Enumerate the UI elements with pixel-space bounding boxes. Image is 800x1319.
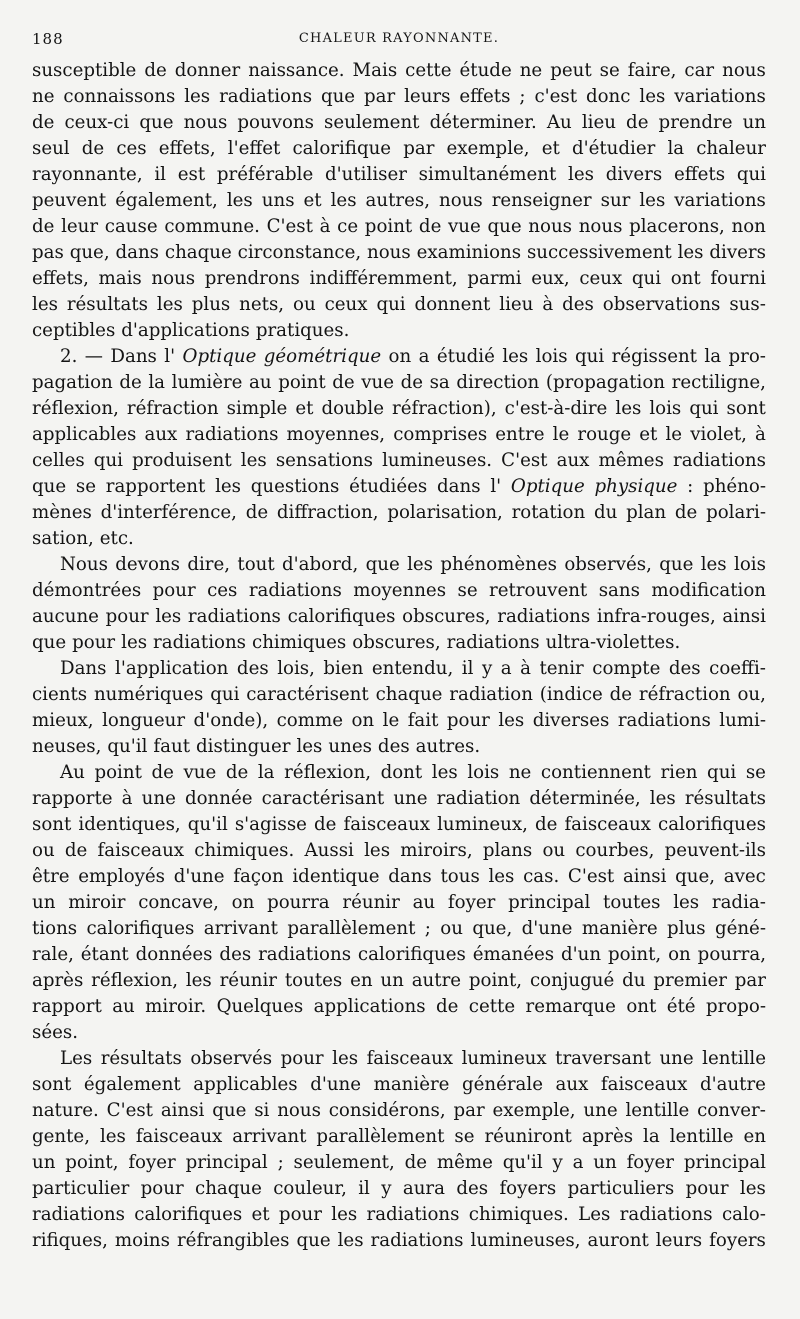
- text-line: Les résultats observés pour les faisceaux lumineux traversant une lentille: [60, 1048, 766, 1069]
- text-line: les résultats les plus nets, ou ceux qui donnent lieu à des observations sus-: [32, 294, 766, 315]
- text-line: 2. — Dans l' Optique géométrique on a étudié les lois qui régissent la pro-: [60, 346, 766, 367]
- text-line: Nous devons dire, tout d'abord, que les phénomènes observés, que les lois: [60, 554, 766, 575]
- text-line: après réflexion, les réunir toutes en un autre point, conjugué du premier par: [32, 970, 766, 991]
- text-line: susceptible de donner naissance. Mais cette étude ne peut se faire, car nous: [32, 60, 766, 81]
- page-number: 188: [32, 30, 64, 48]
- text-line: nature. C'est ainsi que si nous considérons, par exemple, une lentille conver-: [32, 1100, 766, 1121]
- text-line: sées.: [32, 1022, 78, 1043]
- text-line: neuses, qu'il faut distinguer les unes des autres.: [32, 736, 481, 757]
- text-line: sation, etc.: [32, 528, 134, 549]
- text-line: que pour les radiations chimiques obscures, radiations ultra-violettes.: [32, 632, 681, 653]
- text-line: que se rapportent les questions étudiées dans l' Optique physique : phéno-: [32, 476, 766, 497]
- text-line: tions calorifiques arrivant parallèlement ; ou que, d'une manière plus géné-: [32, 918, 766, 939]
- text-line: un point, foyer principal ; seulement, de même qu'il y a un foyer principal: [32, 1152, 766, 1173]
- text-line: réflexion, réfraction simple et double réfraction), c'est-à-dire les lois qui sont: [32, 398, 766, 419]
- text-line: Au point de vue de la réflexion, dont les lois ne contiennent rien qui se: [60, 762, 766, 783]
- text-line: rale, étant données des radiations calorifiques émanées d'un point, on pourra,: [32, 944, 766, 965]
- text-line: rifiques, moins réfrangibles que les radiations lumineuses, auront leurs foyers: [32, 1230, 766, 1251]
- text-line: mieux, longueur d'onde), comme on le fait pour les diverses radiations lumi-: [32, 710, 766, 731]
- text-line: pagation de la lumière au point de vue de sa direction (propagation rectiligne,: [32, 372, 766, 393]
- text-line: particulier pour chaque couleur, il y aura des foyers particuliers pour les: [32, 1178, 766, 1199]
- text-line: pas que, dans chaque circonstance, nous examinions successivement les divers: [32, 242, 766, 263]
- text-line: être employés d'une façon identique dans tous les cas. C'est ainsi que, avec: [32, 866, 766, 887]
- text-line: de ceux-ci que nous pouvons seulement déterminer. Au lieu de prendre un: [32, 112, 766, 133]
- text-line: ou de faisceaux chimiques. Aussi les miroirs, plans ou courbes, peuvent-ils: [32, 840, 766, 861]
- text-line: seul de ces effets, l'effet calorifique par exemple, et d'étudier la chaleur: [32, 138, 766, 159]
- text-line: applicables aux radiations moyennes, comprises entre le rouge et le violet, à: [32, 424, 766, 445]
- running-title: CHALEUR RAYONNANTE.: [298, 31, 500, 46]
- text-line: rapporte à une donnée caractérisant une radiation déterminée, les résultats: [32, 788, 766, 809]
- text-line: cients numériques qui caractérisent chaque radiation (indice de réfraction ou,: [32, 684, 766, 705]
- body-text: [32, 58, 766, 1254]
- text-line: sont également applicables d'une manière générale aux faisceaux d'autre: [32, 1074, 766, 1095]
- running-head: [32, 26, 766, 56]
- text-line: démontrées pour ces radiations moyennes se retrouvent sans modification: [32, 580, 766, 601]
- text-line: Dans l'application des lois, bien entendu, il y a à tenir compte des coeffi-: [60, 658, 766, 679]
- text-line: gente, les faisceaux arrivant parallèlement se réuniront après la lentille en: [32, 1126, 766, 1147]
- text-line: celles qui produisent les sensations lumineuses. C'est aux mêmes radiations: [32, 450, 766, 471]
- text-line: peuvent également, les uns et les autres, nous renseigner sur les variations: [32, 190, 766, 211]
- text-line: ceptibles d'applications pratiques.: [32, 320, 350, 341]
- text-line: rayonnante, il est préférable d'utiliser simultanément les divers effets qui: [32, 164, 766, 185]
- text-line: radiations calorifiques et pour les radiations chimiques. Les radiations calo-: [32, 1204, 766, 1225]
- text-line: mènes d'interférence, de diffraction, polarisation, rotation du plan de polari-: [32, 502, 766, 523]
- text-line: sont identiques, qu'il s'agisse de faisceaux lumineux, de faisceaux calorifiques: [32, 814, 766, 835]
- text-line: effets, mais nous prendrons indifféremment, parmi eux, ceux qui ont fourni: [32, 268, 766, 289]
- text-line: de leur cause commune. C'est à ce point de vue que nous nous placerons, non: [32, 216, 766, 237]
- text-line: rapport au miroir. Quelques applications de cette remarque ont été propo-: [32, 996, 766, 1017]
- text-line: un miroir concave, on pourra réunir au foyer principal toutes les radia-: [32, 892, 766, 913]
- text-line: aucune pour les radiations calorifiques obscures, radiations infra-rouges, ainsi: [32, 606, 766, 627]
- text-line: ne connaissons les radiations que par leurs effets ; c'est donc les variations: [32, 86, 766, 107]
